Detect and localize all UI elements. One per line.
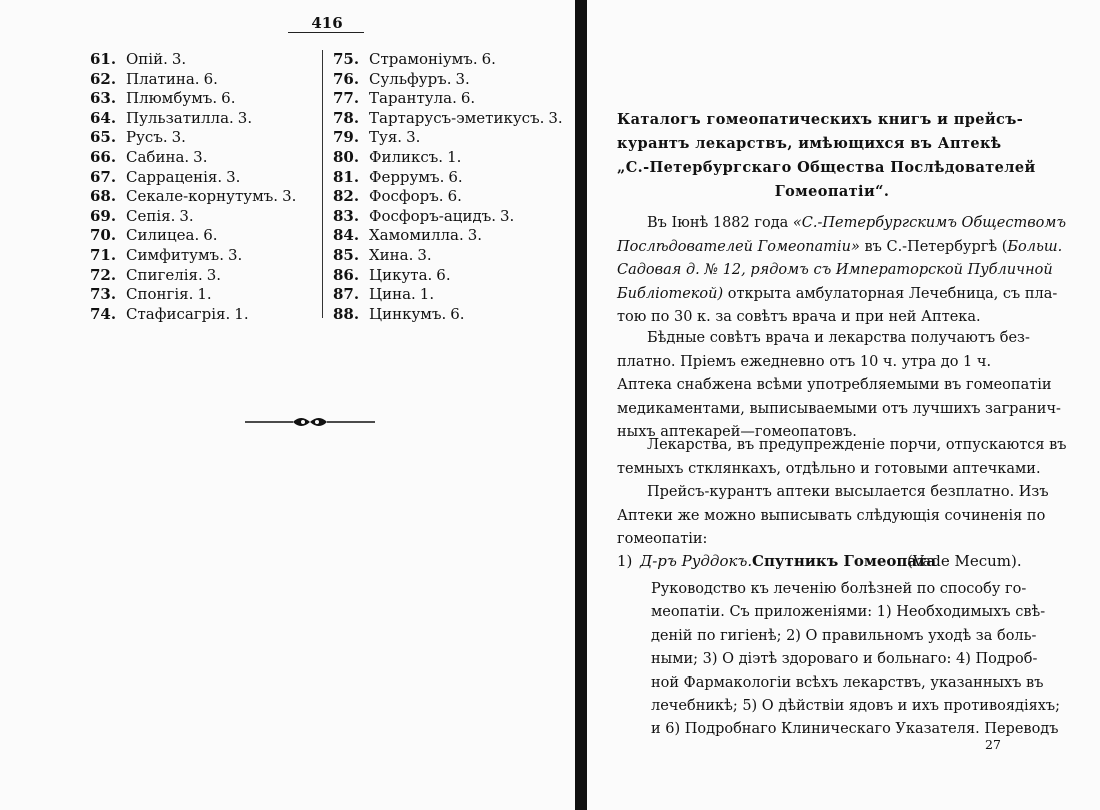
address: Библіотекой)	[617, 285, 724, 302]
catalog-title	[617, 108, 1047, 204]
remedy-dilution: 1.	[197, 285, 212, 304]
remedy-name: Цикута.	[369, 265, 433, 284]
remedy-dilution: 3.	[455, 69, 470, 88]
remedy-item	[333, 148, 563, 168]
remedy-name: Симфитумъ.	[126, 245, 224, 264]
remedy-name: Феррумъ.	[369, 167, 445, 186]
remedy-item	[333, 187, 563, 207]
remedy-name: Сульфуръ.	[369, 69, 452, 88]
remedy-number: 68.	[90, 187, 117, 206]
remedy-item	[333, 128, 563, 148]
book-gutter	[575, 0, 587, 810]
remedy-name: Филиксъ.	[369, 147, 444, 166]
text-line: лечебникѣ; 5) О дѣйствіи ядовъ и ихъ противоядіяхъ;	[651, 698, 1061, 715]
remedy-item	[333, 109, 563, 129]
remedy-number: 65.	[90, 128, 117, 147]
remedy-name: Сабина.	[126, 147, 190, 166]
remedy-number: 61.	[90, 50, 117, 68]
book-number: 1)	[617, 552, 633, 570]
text-line: Лекарства, въ предупрежденіе порчи, отпускаются въ	[647, 437, 1067, 453]
remedy-item	[90, 246, 296, 266]
header-rule	[288, 32, 364, 33]
remedy-item	[90, 266, 296, 286]
title-line: Гомеопатіи“.	[774, 183, 890, 200]
title-line: Каталогъ гомеопатическихъ книгъ и прейсъ-	[617, 111, 1024, 128]
remedy-item	[90, 148, 296, 168]
remedy-dilution: 3.	[227, 245, 243, 264]
page-number: 416	[311, 14, 343, 32]
remedy-dilution: 3.	[171, 50, 187, 68]
text-line: гомеопатіи:	[617, 531, 708, 547]
remedy-item	[90, 226, 296, 246]
text-line: и 6) Подробнаго Клиническаго Указателя. Переводъ	[651, 721, 1059, 738]
remedy-number: 73.	[90, 285, 117, 304]
book-title: Спутникъ Гомеопата	[752, 552, 937, 570]
remedy-number: 74.	[90, 304, 117, 323]
remedy-item	[333, 168, 563, 188]
remedy-list-column-2	[333, 50, 563, 324]
remedy-number: 75.	[333, 50, 360, 68]
text-line: ныхъ аптекарей—гомеопатовъ.	[617, 424, 857, 440]
remedy-item	[90, 50, 296, 70]
text-line: деній по гигіенѣ; 2) О правильномъ уходѣ за боль-	[651, 627, 1037, 644]
remedy-name: Тартарусъ-эметикусъ.	[369, 108, 545, 127]
remedy-item	[90, 109, 296, 129]
remedy-name: Фосфоръ-ацидъ.	[369, 206, 497, 225]
address-line: Садовая д. № 12, рядомъ съ Императорской Публичной	[617, 262, 1053, 278]
book-author: Д-ръ Руддокъ.	[640, 552, 753, 570]
remedy-item	[90, 207, 296, 227]
text-line: ными; 3) О діэтѣ здороваго и больнаго: 4) Подроб-	[651, 651, 1038, 668]
remedy-dilution: 6.	[221, 89, 236, 108]
remedy-name: Страмоніумъ.	[369, 50, 478, 68]
remedy-dilution: 3.	[417, 245, 432, 264]
remedy-dilution: 3.	[193, 147, 208, 166]
remedy-name: Тарантула.	[369, 89, 457, 108]
text-run: въ С.-Петербургѣ (	[864, 238, 1008, 255]
remedy-dilution: 1.	[234, 304, 249, 323]
remedy-number: 88.	[333, 304, 360, 323]
remedy-dilution: 3.	[171, 128, 186, 147]
remedy-number: 78.	[333, 108, 360, 127]
remedy-dilution: 6.	[203, 69, 218, 88]
remedy-dilution: 3.	[467, 226, 483, 245]
remedy-dilution: 6.	[447, 187, 462, 206]
remedy-name: Силицеа.	[126, 226, 200, 245]
remedy-number: 80.	[333, 147, 360, 166]
remedy-name: Плюмбумъ.	[126, 89, 218, 108]
remedy-dilution: 3.	[237, 108, 253, 127]
remedy-item	[333, 285, 563, 305]
remedy-name: Опій.	[126, 50, 168, 68]
remedy-dilution: 3.	[548, 108, 563, 127]
remedy-item	[333, 89, 563, 109]
remedy-dilution: 6.	[450, 304, 465, 323]
remedy-number: 70.	[90, 226, 117, 245]
paragraph-medicine-dispensing	[617, 434, 1067, 481]
ornament-divider	[245, 412, 375, 432]
remedy-number: 71.	[90, 245, 117, 264]
remedy-number: 86.	[333, 265, 360, 284]
remedy-item	[333, 305, 563, 325]
remedy-item	[90, 89, 296, 109]
remedy-number: 67.	[90, 167, 117, 186]
remedy-name: Хина.	[369, 245, 414, 264]
remedy-item	[333, 226, 563, 246]
text-run: открыта амбулаторная Лечебница, съ пла-	[727, 285, 1058, 302]
remedy-number: 85.	[333, 245, 360, 264]
remedy-item	[90, 305, 296, 325]
remedy-number: 84.	[333, 226, 360, 245]
remedy-name: Русъ.	[126, 128, 168, 147]
remedy-dilution: 6.	[481, 50, 496, 68]
remedy-number: 69.	[90, 206, 117, 225]
remedy-item	[90, 168, 296, 188]
text-line	[617, 283, 1058, 307]
remedy-dilution: 3.	[206, 265, 222, 284]
remedy-name: Сепія.	[126, 206, 176, 225]
remedy-item	[90, 128, 296, 148]
remedy-item	[90, 285, 296, 305]
remedy-item	[333, 266, 563, 286]
remedy-dilution: 3.	[282, 187, 297, 206]
text-line: Прейсъ-курантъ аптеки высылается безплатно. Изъ	[647, 484, 1049, 500]
remedy-dilution: 3.	[226, 167, 241, 186]
remedy-dilution: 6.	[448, 167, 463, 186]
paragraph-free-advice	[617, 327, 1061, 445]
book-description	[651, 578, 1061, 742]
text-line: тою по 30 к. за совѣтъ врача и при ней Аптека.	[617, 309, 981, 325]
remedy-number: 63.	[90, 89, 117, 108]
remedy-name: Фосфоръ.	[369, 187, 444, 206]
remedy-number: 82.	[333, 187, 360, 206]
remedy-name: Хамомилла.	[369, 226, 464, 245]
text-run: Въ Іюнѣ 1882 года	[647, 215, 789, 231]
text-line: платно. Пріемъ ежедневно отъ 10 ч. утра до 1 ч.	[617, 353, 992, 370]
remedy-list-column-1	[90, 50, 296, 324]
remedy-dilution: 6.	[460, 89, 476, 108]
remedy-name: Спигелія.	[126, 265, 203, 284]
remedy-number: 72.	[90, 265, 117, 284]
remedy-dilution: 6.	[203, 226, 218, 245]
paragraph-clinic-opening	[617, 212, 1067, 330]
remedy-item	[333, 207, 563, 227]
title-line: „С.-Петербургскаго Общества Послѣдователей	[617, 159, 1036, 176]
paragraph-price-list	[617, 481, 1047, 552]
remedy-name: Цина.	[369, 285, 416, 304]
text-line: темныхъ стклянкахъ, отдѣльно и готовыми аптечками.	[617, 460, 1041, 477]
remedy-dilution: 3.	[179, 206, 194, 225]
text-line: ной Фармакологіи всѣхъ лекарствъ, указанныхъ въ	[651, 674, 1044, 691]
address: Больш.	[1007, 238, 1063, 255]
remedy-item	[90, 187, 296, 207]
text-line: медикаментами, выписываемыми отъ лучшихъ загранич-	[617, 400, 1061, 417]
remedy-number: 77.	[333, 89, 360, 108]
remedy-name: Секале-корнутумъ.	[126, 187, 279, 206]
remedy-number: 87.	[333, 285, 360, 304]
book-original-title: (Vade Mecum).	[907, 552, 1022, 570]
remedy-number: 79.	[333, 128, 360, 147]
remedy-dilution: 3.	[500, 206, 515, 225]
remedy-name: Спонгія.	[126, 285, 194, 304]
remedy-name: Туя.	[369, 128, 403, 147]
signature-mark: 27	[985, 737, 1001, 752]
remedy-item	[333, 50, 563, 70]
text-line: Аптека снабжена всѣми употребляемыми въ гомеопатіи	[617, 377, 1052, 393]
text-line	[617, 212, 1067, 236]
remedy-number: 83.	[333, 206, 360, 225]
text-line: Аптеки же можно выписывать слѣдующія сочиненія по	[617, 507, 1046, 524]
text-line: Бѣдные совѣтъ врача и лекарства получаютъ без-	[647, 330, 1030, 346]
remedy-item	[333, 70, 563, 90]
remedy-dilution: 3.	[406, 128, 421, 147]
text-line: Руководство къ леченію болѣзней по способу го-	[651, 581, 1027, 597]
remedy-dilution: 6.	[436, 265, 451, 284]
remedy-name: Цинкумъ.	[369, 304, 447, 323]
remedy-number: 81.	[333, 167, 360, 186]
society-name: Послѣдователей Гомеопатіи»	[617, 238, 860, 255]
remedy-dilution: 1.	[447, 147, 462, 166]
society-name: «С.-Петербургскимъ Обществомъ	[792, 215, 1067, 231]
remedy-item	[90, 70, 296, 90]
remedy-name: Стафисагрія.	[126, 304, 231, 323]
text-line: меопатіи. Съ приложеніями: 1) Необходимыхъ свѣ-	[651, 604, 1046, 621]
remedy-number: 62.	[90, 69, 117, 88]
remedy-number: 76.	[333, 69, 360, 88]
remedy-item	[333, 246, 563, 266]
remedy-name: Сарраценія.	[126, 167, 223, 186]
text-line	[617, 236, 1063, 260]
column-divider	[322, 50, 323, 318]
remedy-name: Платина.	[126, 69, 200, 88]
remedy-number: 64.	[90, 108, 117, 127]
title-line: курантъ лекарствъ, имѣющихся въ Аптекѣ	[617, 135, 1002, 152]
remedy-dilution: 1.	[419, 285, 435, 304]
remedy-number: 66.	[90, 147, 117, 166]
remedy-name: Пульзатилла.	[126, 108, 234, 127]
